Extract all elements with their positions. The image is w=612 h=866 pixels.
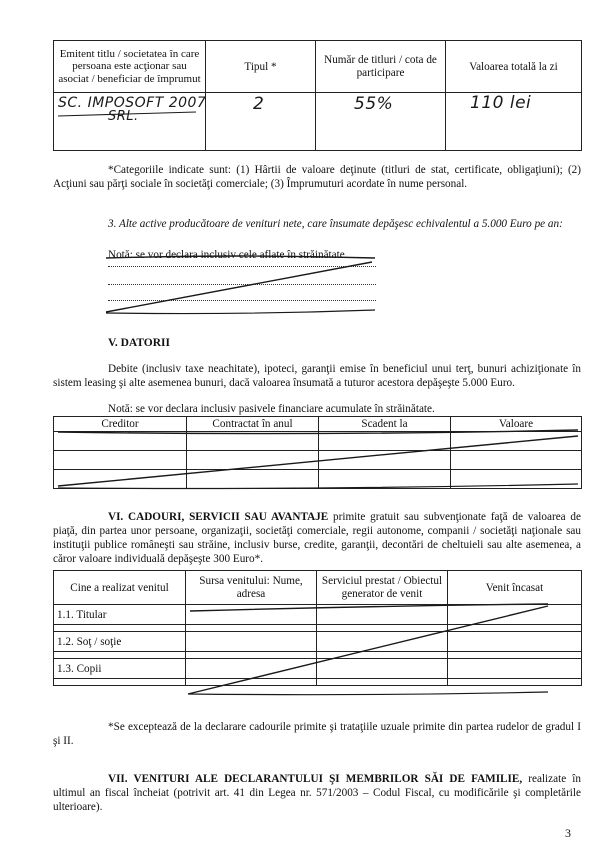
col-header-type: Tipul * <box>206 41 316 93</box>
col-header-source: Sursa venitului: Nume, adresa <box>186 571 317 605</box>
col-header-debt-value: Valoare <box>451 417 582 432</box>
dotted-line-3 <box>108 300 376 301</box>
section7-text <box>53 772 581 814</box>
col-header-who: Cine a realizat venitul <box>54 571 186 605</box>
row-label-titular: 1.1. Titular <box>54 605 186 625</box>
row-label-spouse: 1.2. Soţ / soţie <box>54 632 186 652</box>
section6-text <box>53 510 581 566</box>
categories-footnote: *Categoriile indicate sunt: (1) Hârtii de valoare deţinute (titluri de stat, certificate, obligaţiuni); (2) Acţiuni sau părţi sociale în societăţi comerciale; (3) Împrumuturi acordate în nume personal. <box>53 164 581 190</box>
handwritten-type: 2 <box>253 94 265 114</box>
col-header-contracted: Contractat în anul <box>187 417 319 432</box>
debts-table <box>53 416 582 489</box>
section6-heading: VI. CADOURI, SERVICII SAU AVANTAJE <box>108 511 329 523</box>
col-header-creditor: Creditor <box>54 417 187 432</box>
section6-paragraph: primite gratuit sau subvenţionate faţă de valoarea de piaţă, din partea unor persoane, organizaţii, societăţi comerciale, regii autonome, companii / societăţi naţionale sau instituţii publice româneşti sau străine, inclusiv burse, credite, garanţii, decontări de cheltuieli sau alte asemenea, a căror valoare individuală depăşeşte 300 Euro*. <box>53 511 581 565</box>
col-header-due: Scadent la <box>319 417 451 432</box>
section5-heading: V. DATORII <box>108 337 170 349</box>
handwritten-issuer-line1: SC. IMPOSOFT 2007 <box>58 95 207 111</box>
section3-strike-diagonal <box>106 262 372 312</box>
section7-paragraph: realizate în ultimul an fiscal încheiat (potrivit art. 41 din Legea nr. 571/2003 – Codul Fiscal, cu modificările şi completările ulterioare). <box>53 773 581 813</box>
section3-note: Notă: se vor declara inclusiv cele aflate în străinătate. <box>108 249 348 261</box>
dotted-line-2 <box>108 284 376 285</box>
col-header-service: Serviciul prestat / Obiectul generator de venit <box>317 571 448 605</box>
col-header-income: Venit încasat <box>448 571 582 605</box>
section6-footnote: *Se exceptează de la declarare cadourile primite şi trataţiile uzuale primite din partea rudelor de gradul I şi II. <box>53 721 581 747</box>
handwritten-issuer-line2: SRL. <box>108 109 139 124</box>
gifts-strike-bottom <box>188 692 548 695</box>
section3-strike-bottom <box>106 310 375 314</box>
dotted-line-1 <box>108 266 376 267</box>
section5-note: Notă: se vor declara inclusiv pasivele financiare acumulate în străinătate. <box>108 403 435 415</box>
col-header-count: Număr de titluri / cota de participare <box>316 41 446 93</box>
section7-heading: VII. VENITURI ALE DECLARANTULUI ŞI MEMBRILOR SĂI DE FAMILIE, <box>108 773 523 785</box>
handwritten-value: 110 lei <box>470 93 532 113</box>
handwritten-share: 55% <box>354 94 394 114</box>
section5-paragraph: Debite (inclusiv taxe neachitate), ipoteci, garanţii emise în beneficiul unui terţ, bunuri achiziţionate în sistem leasing şi alte asemenea bunuri, dacă valoarea însumată a tuturor acestora depăşeşte 5.000 Euro. <box>53 363 581 389</box>
col-header-value: Valoarea totală la zi <box>446 41 582 93</box>
gifts-table <box>53 570 582 686</box>
row-label-children: 1.3. Copii <box>54 659 186 679</box>
page-number: 3 <box>565 826 571 840</box>
section3-title: 3. Alte active producătoare de venituri nete, care însumate depăşesc echivalentul a 5.000 Euro pe an: <box>108 218 563 230</box>
col-header-issuer: Emitent titlu / societatea în care persoana este acţionar sau asociat / beneficiar de împrumut <box>54 41 206 93</box>
